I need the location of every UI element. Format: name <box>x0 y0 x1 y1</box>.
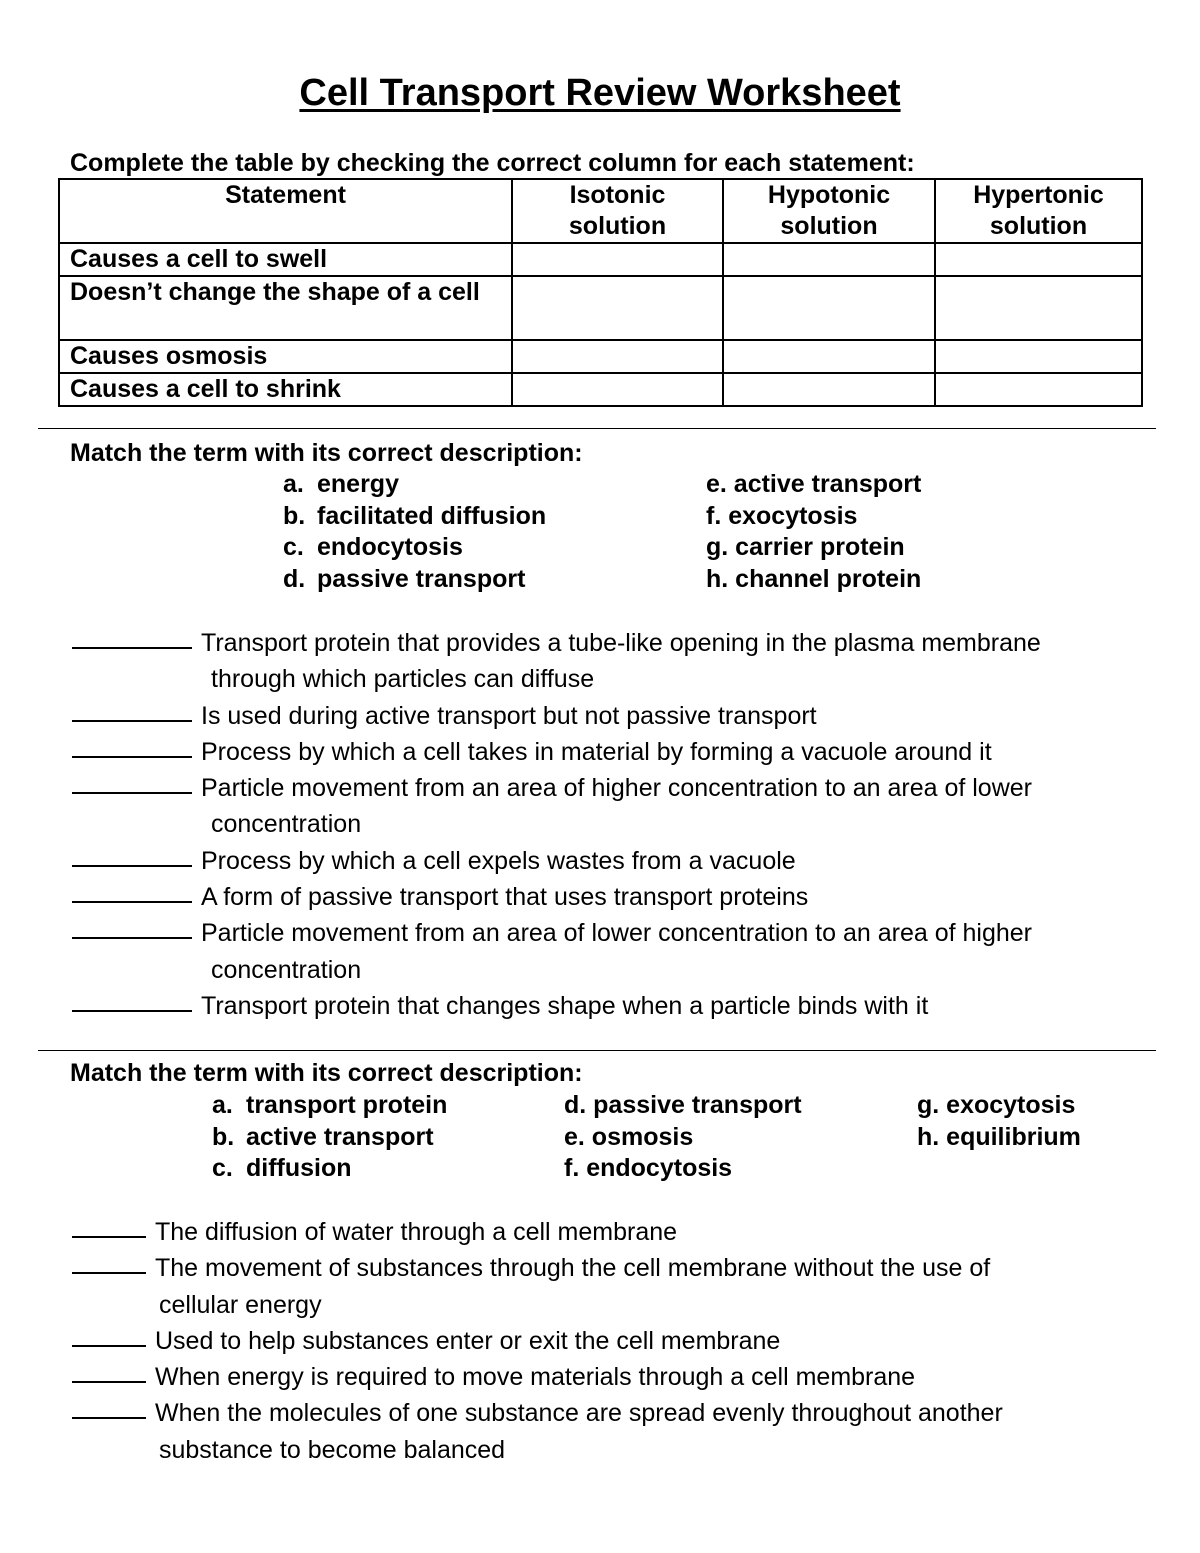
header-isotonic: Isotonic solution <box>512 179 723 243</box>
answer-blank[interactable] <box>72 1323 146 1347</box>
term-option: e. active transport <box>706 470 922 498</box>
term-option: e. osmosis <box>564 1122 694 1151</box>
hypotonic-checkbox-cell[interactable] <box>723 276 935 340</box>
page-title: Cell Transport Review Worksheet <box>299 72 901 114</box>
statement-cell: Doesn’t change the shape of a cell <box>59 276 512 340</box>
hypotonic-checkbox-cell[interactable] <box>723 243 935 276</box>
answer-blank[interactable] <box>72 1359 146 1383</box>
term-option: b. active transport <box>212 1122 434 1151</box>
table-row <box>59 340 1142 373</box>
answer-blank[interactable] <box>72 698 192 722</box>
question-item: The movement of substances through the cell membrane without the use of cellular energy <box>72 1250 1003 1323</box>
isotonic-checkbox-cell[interactable] <box>512 243 723 276</box>
table-header-row <box>59 179 1142 243</box>
section-divider <box>38 1050 1156 1051</box>
answer-blank[interactable] <box>72 843 192 867</box>
answer-blank[interactable] <box>72 879 192 903</box>
section-divider <box>38 428 1156 429</box>
term-option: d. passive transport <box>283 564 526 593</box>
term-option: d. passive transport <box>564 1091 802 1119</box>
statement-cell: Causes a cell to swell <box>59 243 512 276</box>
isotonic-checkbox-cell[interactable] <box>512 373 723 406</box>
hypotonic-checkbox-cell[interactable] <box>723 340 935 373</box>
header-hypertonic: Hypertonic solution <box>935 179 1142 243</box>
question-item: Transport protein that provides a tube-like opening in the plasma membrane through which particles can diffuse <box>72 625 1041 698</box>
term-option: g. carrier protein <box>706 533 905 561</box>
table-instruction: Complete the table by checking the correct column for each statement: <box>70 149 915 177</box>
question-item: When the molecules of one substance are spread evenly throughout another substance to become balanced <box>72 1395 1003 1468</box>
hypotonic-checkbox-cell[interactable] <box>723 373 935 406</box>
term-options-col2 <box>706 469 921 595</box>
term-option: b. facilitated diffusion <box>283 501 547 530</box>
table-row <box>59 276 1142 340</box>
hypertonic-checkbox-cell[interactable] <box>935 373 1142 406</box>
answer-blank[interactable] <box>72 1214 146 1238</box>
match-instruction-1: Match the term with its correct description: <box>70 439 583 467</box>
term-options-col1 <box>283 469 546 595</box>
question-item: When energy is required to move materials through a cell membrane <box>72 1359 1003 1395</box>
answer-blank[interactable] <box>72 770 192 794</box>
isotonic-checkbox-cell[interactable] <box>512 340 723 373</box>
answer-blank[interactable] <box>72 625 192 649</box>
term-option: a. transport protein <box>212 1091 448 1119</box>
question-item: Process by which a cell takes in material by forming a vacuole around it <box>72 734 1041 770</box>
term-option: c. endocytosis <box>283 533 463 561</box>
question-item: Process by which a cell expels wastes from a vacuole <box>72 843 1041 879</box>
term-option: f. endocytosis <box>564 1154 733 1182</box>
term-options-col2 <box>564 1090 802 1185</box>
statement-cell: Causes a cell to shrink <box>59 373 512 406</box>
term-option: g. exocytosis <box>917 1091 1076 1119</box>
term-options-col3 <box>917 1090 1081 1153</box>
answer-blank[interactable] <box>72 988 192 1012</box>
statement-cell: Causes osmosis <box>59 340 512 373</box>
answer-blank[interactable] <box>72 734 192 758</box>
term-option: c. diffusion <box>212 1154 352 1182</box>
answer-blank[interactable] <box>72 915 192 939</box>
answer-blank[interactable] <box>72 1395 146 1419</box>
table-row <box>59 373 1142 406</box>
answer-blank[interactable] <box>72 1250 146 1274</box>
term-option: a. energy <box>283 470 399 498</box>
question-item: Transport protein that changes shape when a particle binds with it <box>72 988 1041 1024</box>
match-instruction-2: Match the term with its correct description: <box>70 1059 583 1087</box>
question-item: A form of passive transport that uses transport proteins <box>72 879 1041 915</box>
question-item: Particle movement from an area of lower concentration to an area of higher concentration <box>72 915 1041 988</box>
table-row <box>59 243 1142 276</box>
question-item: Is used during active transport but not passive transport <box>72 698 1041 734</box>
hypertonic-checkbox-cell[interactable] <box>935 276 1142 340</box>
question-item: The diffusion of water through a cell membrane <box>72 1214 1003 1250</box>
isotonic-checkbox-cell[interactable] <box>512 276 723 340</box>
hypertonic-checkbox-cell[interactable] <box>935 340 1142 373</box>
matching-questions-2 <box>72 1214 1003 1468</box>
matching-questions-1 <box>72 625 1041 1024</box>
term-option: f. exocytosis <box>706 501 858 530</box>
hypertonic-checkbox-cell[interactable] <box>935 243 1142 276</box>
solution-table <box>58 178 1143 407</box>
term-option: h. equilibrium <box>917 1122 1081 1151</box>
header-hypotonic: Hypotonic solution <box>723 179 935 243</box>
term-option: h. channel protein <box>706 564 922 593</box>
question-item: Used to help substances enter or exit the cell membrane <box>72 1323 1003 1359</box>
term-options-col1 <box>212 1090 447 1185</box>
header-statement: Statement <box>59 179 512 243</box>
question-item: Particle movement from an area of higher concentration to an area of lower concentration <box>72 770 1041 843</box>
